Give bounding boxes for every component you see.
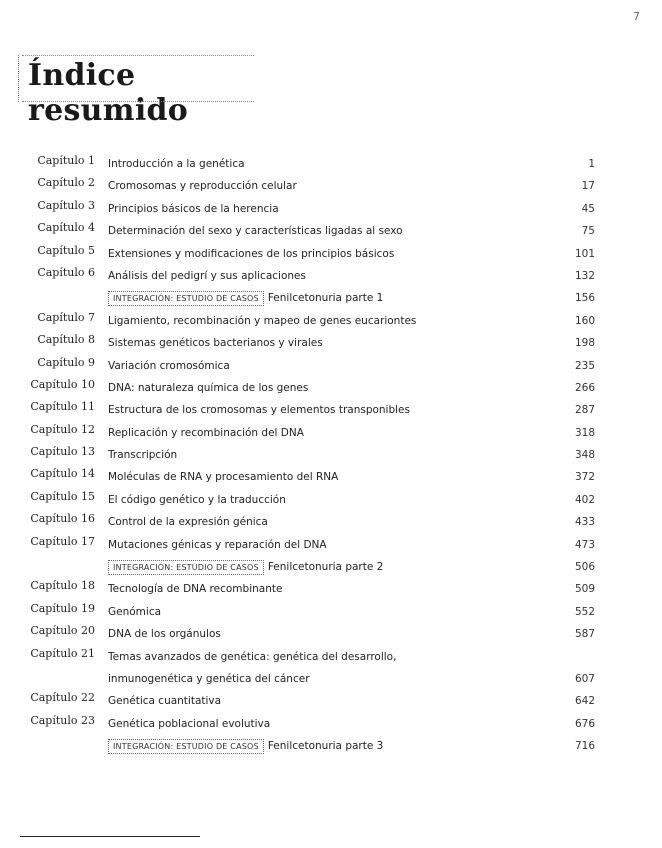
chapter-title-cell	[108, 377, 535, 399]
toc-row	[20, 556, 595, 578]
toc-row	[20, 287, 595, 309]
chapter-title: El código genético y la traducción	[108, 493, 286, 506]
chapter-title-cell	[108, 332, 535, 354]
toc-row	[20, 511, 595, 533]
title-side-rule	[18, 55, 19, 102]
chapter-title-cell	[108, 287, 535, 310]
page-ref: 509	[574, 583, 595, 596]
chapter-label: Capítulo 11	[30, 400, 95, 414]
chapter-title: Genética cuantitativa	[108, 695, 222, 708]
page-number: 7	[633, 10, 640, 23]
chapter-title: DNA: naturaleza química de los genes	[108, 381, 309, 394]
chapter-label: Capítulo 2	[37, 176, 95, 190]
chapter-title-cell	[108, 466, 535, 488]
chapter-label: Capítulo 18	[30, 579, 95, 593]
toc-row	[20, 332, 595, 354]
page-title: Índice resumido	[28, 58, 189, 128]
page-ref: 433	[574, 516, 595, 529]
chapter-label: Capítulo 15	[30, 489, 95, 503]
chapter-title: Control de la expresión génica	[108, 516, 268, 529]
table-of-contents	[20, 153, 595, 758]
toc-row	[20, 444, 595, 466]
toc-row	[20, 713, 595, 735]
chapter-title: Análisis del pedigrí y sus aplicaciones	[108, 269, 306, 282]
chapter-label: Capítulo 9	[37, 355, 95, 369]
chapter-title-cell	[108, 175, 535, 197]
chapter-title-cell	[108, 556, 535, 579]
page-ref: 506	[574, 561, 595, 574]
page-ref: 372	[574, 471, 595, 484]
title-bottom-rule	[22, 101, 254, 102]
chapter-label: Capítulo 8	[37, 333, 95, 347]
page-ref: 101	[574, 247, 595, 260]
page-ref: 198	[574, 337, 595, 350]
chapter-label: Capítulo 1	[37, 154, 95, 167]
chapter-title: Extensiones y modificaciones de los principios básicos	[108, 247, 395, 260]
chapter-title-cell	[108, 713, 535, 735]
case-study-title: Fenilcetonuria parte 2	[267, 561, 384, 574]
chapter-title: Variación cromosómica	[108, 359, 230, 372]
page-ref: 318	[574, 426, 595, 439]
toc-row	[20, 243, 595, 265]
chapter-label: Capítulo 10	[30, 377, 95, 391]
toc-row	[20, 601, 595, 623]
chapter-title: Estructura de los cromosomas y elementos transponibles	[108, 404, 410, 417]
chapter-label: Capítulo 3	[37, 198, 95, 212]
chapter-label: Capítulo 20	[30, 624, 95, 638]
chapter-label: Capítulo 17	[30, 534, 95, 548]
toc-row	[20, 690, 595, 712]
toc-row	[20, 355, 595, 377]
page-ref: 642	[574, 695, 595, 708]
page-ref: 156	[574, 292, 595, 305]
chapter-title-line: inmunogenética y genética del cáncer	[108, 673, 310, 685]
chapter-title-cell	[108, 153, 535, 175]
chapter-title: Tecnología de DNA recombinante	[108, 583, 283, 596]
toc-row	[20, 534, 595, 556]
page-ref: 75	[581, 225, 595, 238]
toc-row	[20, 466, 595, 488]
case-study-title: Fenilcetonuria parte 3	[267, 740, 384, 753]
page-ref: 266	[574, 381, 595, 394]
toc-row	[20, 377, 595, 399]
page-ref: 587	[574, 628, 595, 641]
chapter-label: Capítulo 14	[30, 467, 95, 481]
chapter-title-cell	[108, 310, 535, 332]
chapter-title-cell	[108, 243, 535, 265]
toc-row	[20, 198, 595, 220]
chapter-title-cell	[108, 534, 535, 556]
chapter-title-cell	[108, 444, 535, 466]
chapter-title-cell	[108, 646, 535, 691]
chapter-label: Capítulo 21	[30, 646, 95, 660]
toc-row	[20, 489, 595, 511]
chapter-label: Capítulo 5	[37, 243, 95, 257]
chapter-title-cell	[108, 355, 535, 377]
chapter-title-cell	[108, 422, 535, 444]
case-study-title: Fenilcetonuria parte 1	[267, 292, 384, 305]
chapter-label: Capítulo 7	[37, 310, 95, 324]
chapter-title: Sistemas genéticos bacterianos y virales	[108, 337, 323, 350]
toc-row	[20, 422, 595, 444]
chapter-title-cell	[108, 735, 535, 758]
chapter-title-cell	[108, 578, 535, 600]
page-ref: 160	[574, 314, 595, 327]
page-ref: 287	[574, 404, 595, 417]
page-ref: 676	[574, 717, 595, 730]
chapter-title: Principios básicos de la herencia	[108, 202, 279, 215]
toc-row	[20, 399, 595, 421]
chapter-title: DNA de los orgánulos	[108, 628, 221, 641]
toc-row	[20, 310, 595, 332]
chapter-title: Genética poblacional evolutiva	[108, 717, 271, 730]
toc-row	[20, 623, 595, 645]
chapter-label: Capítulo 16	[30, 512, 95, 526]
case-study-badge: INTEGRACIÓN: ESTUDIO DE CASOS	[108, 739, 264, 754]
chapter-title-cell	[108, 601, 535, 623]
chapter-title: Replicación y recombinación del DNA	[108, 426, 304, 439]
toc-row	[20, 578, 595, 600]
chapter-label: Capítulo 23	[30, 713, 95, 727]
toc-row	[20, 220, 595, 242]
chapter-title: Introducción a la genética	[108, 158, 245, 170]
chapter-title: Cromosomas y reproducción celular	[108, 180, 297, 193]
chapter-title-cell	[108, 198, 535, 220]
chapter-title-cell	[108, 220, 535, 242]
chapter-label: Capítulo 22	[30, 691, 95, 705]
case-study-badge: INTEGRACIÓN: ESTUDIO DE CASOS	[108, 291, 264, 306]
chapter-label: Capítulo 19	[30, 601, 95, 615]
title-top-rule	[22, 55, 254, 56]
page-ref: 716	[574, 740, 595, 753]
chapter-title: Mutaciones génicas y reparación del DNA	[108, 538, 327, 551]
chapter-label: Capítulo 4	[37, 221, 95, 235]
chapter-title: Determinación del sexo y características ligadas al sexo	[108, 225, 403, 238]
chapter-label: Capítulo 13	[30, 445, 95, 459]
chapter-title-line: Temas avanzados de genética: genética del desarrollo,	[108, 650, 397, 663]
title-block	[18, 48, 254, 128]
footer-rule	[20, 836, 200, 837]
chapter-title-cell	[108, 489, 535, 511]
chapter-title: Ligamiento, recombinación y mapeo de genes eucariontes	[108, 314, 417, 327]
toc-row	[20, 153, 595, 175]
page-ref: 402	[574, 493, 595, 506]
chapter-label: Capítulo 6	[37, 265, 95, 279]
page-ref: 17	[581, 180, 595, 193]
chapter-title-cell	[108, 511, 535, 533]
toc-row	[20, 265, 595, 287]
page-ref: 132	[574, 269, 595, 282]
chapter-title: Transcripción	[108, 449, 178, 462]
chapter-title-cell	[108, 690, 535, 712]
toc-row	[20, 175, 595, 197]
page-ref: 1	[588, 158, 595, 170]
chapter-title: Moléculas de RNA y procesamiento del RNA	[108, 471, 339, 484]
page-ref: 473	[574, 538, 595, 551]
page-ref: 607	[574, 672, 595, 685]
page-ref: 552	[574, 605, 595, 618]
toc-row	[20, 735, 595, 757]
chapter-title-cell	[108, 265, 535, 287]
chapter-title: Genómica	[108, 605, 162, 618]
chapter-label	[20, 556, 95, 557]
chapter-label	[20, 287, 95, 288]
chapter-title-cell	[108, 399, 535, 421]
chapter-title-cell	[108, 623, 535, 645]
case-study-badge: INTEGRACIÓN: ESTUDIO DE CASOS	[108, 560, 264, 575]
chapter-label: Capítulo 12	[30, 422, 95, 436]
toc-row	[20, 646, 595, 691]
page-ref: 235	[574, 359, 595, 372]
page-ref: 45	[581, 202, 595, 215]
page-ref: 348	[574, 449, 595, 462]
chapter-label	[20, 735, 95, 736]
